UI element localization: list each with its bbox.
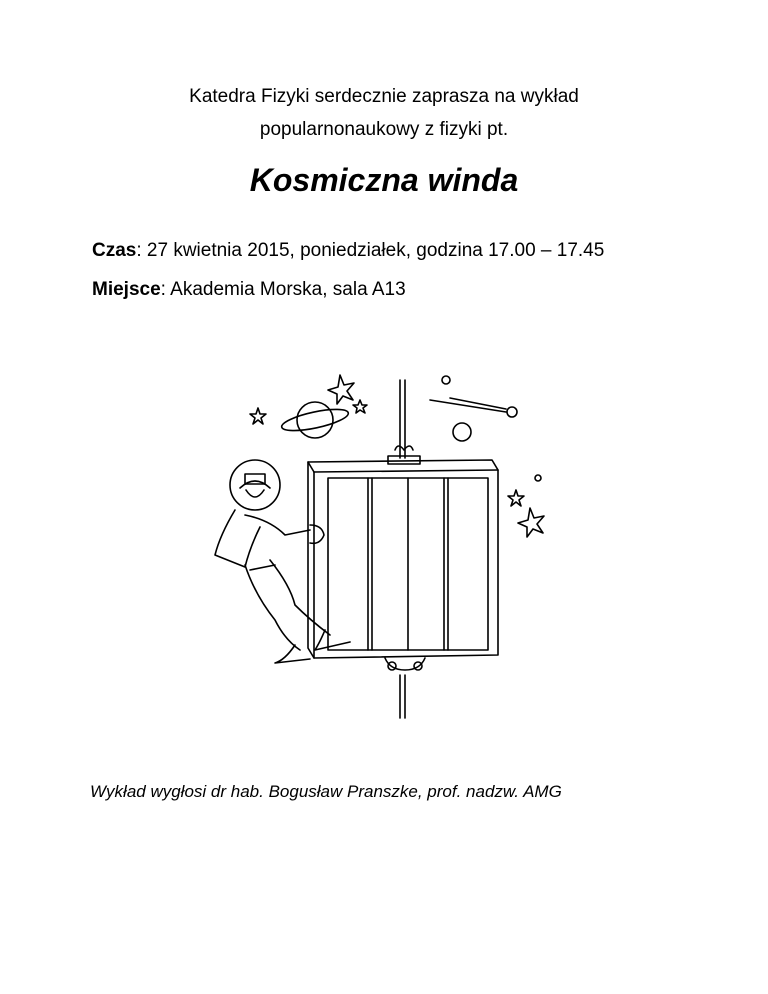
space-elevator-illustration [200, 370, 560, 730]
speaker-line: Wykład wygłosi dr hab. Bogusław Pranszke, prof. nadzw. AMG [90, 782, 562, 801]
invitation-line-2: popularnonaukowy z fizyki pt. [259, 119, 509, 140]
place-value: : Akademia Morska, sala A13 [160, 279, 406, 300]
comet [430, 398, 517, 417]
time-value: : 27 kwietnia 2015, poniedziałek, godzina 17.00 – 17.45 [136, 240, 605, 261]
place-row [92, 279, 406, 301]
elevator-car [308, 446, 498, 670]
invitation-line-1: Katedra Fizyki serdecznie zaprasza na wykład [189, 86, 579, 107]
place-label: Miejsce [92, 279, 161, 300]
small-planet [453, 423, 471, 441]
elevator-cable [400, 380, 405, 718]
time-row [92, 240, 604, 262]
astronaut-figure [215, 460, 350, 663]
ringed-planet [280, 402, 350, 438]
time-label: Czas [92, 240, 137, 261]
moon [442, 376, 450, 384]
lecture-title: Kosmiczna winda [249, 162, 519, 198]
